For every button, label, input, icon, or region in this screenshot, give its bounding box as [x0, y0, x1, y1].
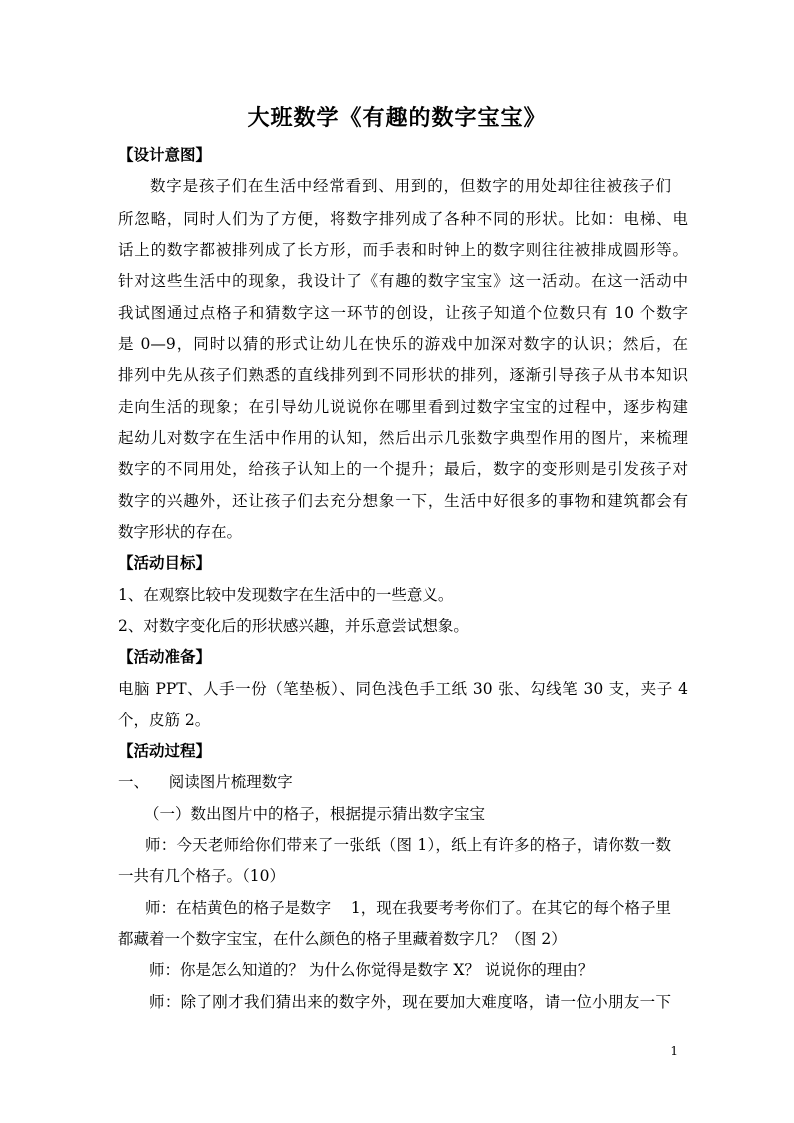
paragraph-line: 一共有几个格子。（10） [118, 867, 285, 885]
section-heading-design: 【设计意图】 [118, 145, 212, 164]
paragraph-line: 走向生活的现象；在引导幼儿说说你在哪里看到过数字宝宝的过程中，逐步构建 [118, 398, 688, 416]
paragraph-line: 数字的不同用处，给孩子认知上的一个提升；最后，数字的变形则是引发孩子对 [118, 460, 688, 478]
paragraph-line: 电脑 PPT、人手一份（笔垫板）、同色浅色手工纸 30 张、勾线笔 30 支，夹子 4 [118, 680, 688, 698]
page-number: 1 [670, 1044, 678, 1058]
paragraph-line: 话上的数字都被排列成了长方形，而手表和时钟上的数字则往往被排成圆形等。 [118, 241, 688, 259]
paragraph-line: 是 0—9，同时以猜的形式让幼儿在快乐的游戏中加深对数字的认识；然后，在 [118, 335, 688, 353]
process-substep: （一）数出图片中的格子，根据提示猜出数字宝宝 [144, 805, 486, 823]
paragraph-line: 师：今天老师给你们带来了一张纸（图 1），纸上有许多的格子，请你数一数 [145, 836, 671, 854]
paragraph-line: 师：你是怎么知道的？ 为什么你觉得是数字 X？ 说说你的理由？ [149, 961, 594, 979]
paragraph-line: 排列中先从孩子们熟悉的直线排列到不同形状的排列，逐渐引导孩子从书本知识 [118, 366, 688, 384]
paragraph-line: 针对这些生活中的现象，我设计了《有趣的数字宝宝》这一活动。在这一活动中 [118, 272, 688, 290]
paragraph-line: 所忽略，同时人们为了方便，将数字排列成了各种不同的形状。比如：电梯、电 [118, 210, 688, 228]
section-heading-goals: 【活动目标】 [118, 553, 212, 572]
paragraph-line: 都藏着一个数字宝宝，在什么颜色的格子里藏着数字几？（图 2） [118, 930, 567, 948]
goal-item: 2、对数字变化后的形状感兴趣，并乐意尝试想象。 [118, 617, 469, 635]
document-title: 大班数学《有趣的数字宝宝》 [247, 105, 547, 131]
paragraph-line: 数字是孩子们在生活中经常看到、用到的，但数字的用处却往往被孩子们 [150, 177, 671, 195]
paragraph-line: 师：在桔黄色的格子是数字 1，现在我要考考你们了。在其它的每个格子里 [145, 899, 671, 917]
paragraph-line: 师：除了刚才我们猜出来的数字外，现在要加大难度咯，请一位小朋友一下 [149, 993, 671, 1011]
paragraph-line: 数字的兴趣外，还让孩子们去充分想象一下，生活中好很多的事物和建筑都会有 [118, 492, 688, 510]
paragraph-line: 个，皮筋 2。 [118, 711, 211, 729]
process-step: 一、 阅读图片梳理数字 [118, 773, 293, 791]
paragraph-line: 起幼儿对数字在生活中作用的认知，然后出示几张数字典型作用的图片，来梳理 [118, 429, 688, 447]
paragraph-line: 数字形状的存在。 [118, 523, 243, 541]
section-heading-prep: 【活动准备】 [118, 647, 212, 666]
goal-item: 1、在观察比较中发现数字在生活中的一些意义。 [118, 586, 454, 604]
section-heading-process: 【活动过程】 [118, 741, 212, 760]
paragraph-line: 我试图通过点格子和猜数字这一环节的创设，让孩子知道个位数只有 10 个数字 [118, 304, 688, 322]
